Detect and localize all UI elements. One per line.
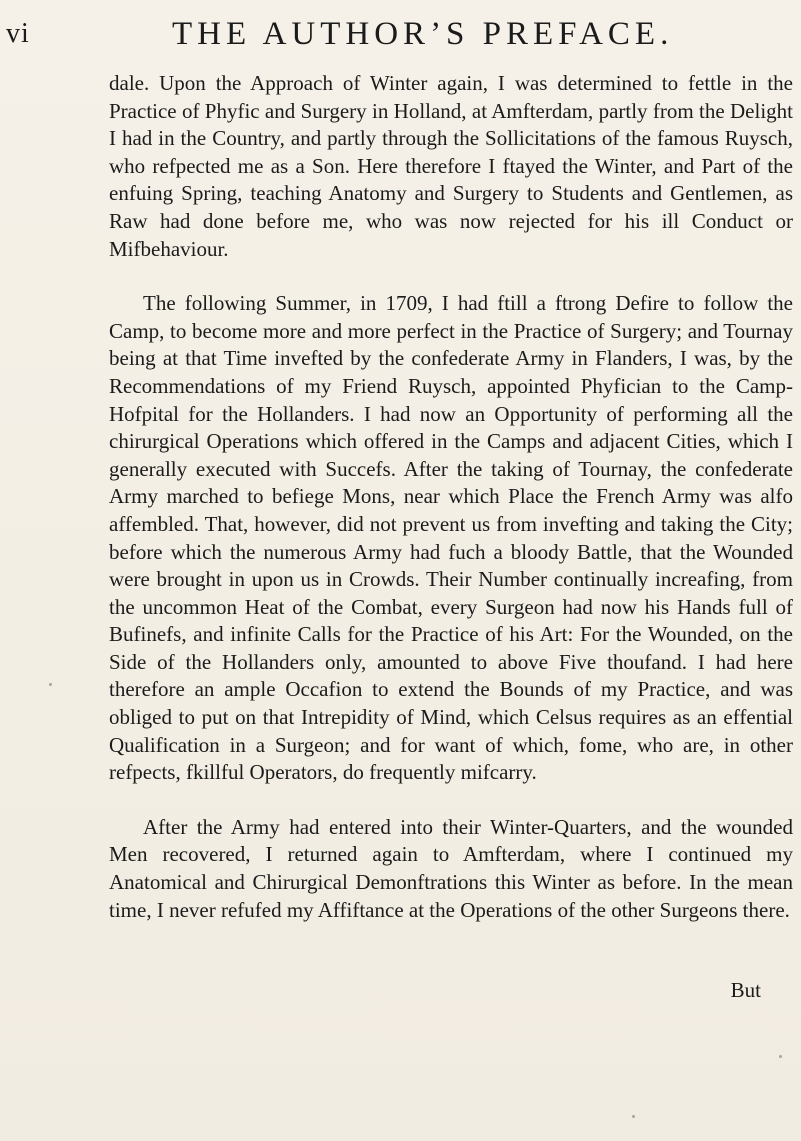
page-number: vi xyxy=(6,18,30,49)
running-head: THE AUTHOR’S PREFACE. xyxy=(172,16,674,52)
paper-fleck xyxy=(632,1115,635,1118)
catchword: But xyxy=(730,978,761,1002)
paragraph-2: The following Summer, in 1709, I had ftill a ftrong Defire to follow the Camp, to become more and more perfect in the Practice of Surgery; and Tournay being at that Time invefted by the confederate Army in Flanders, I was, by the Recommendations of my Friend Ruysch, appointed Phyfician to the Camp-Hofpital for the Hollanders. I had now an Opportunity of performing all the chirurgical Operations which offered in the Camps and adjacent Cities, which I generally executed with Succefs. After the taking of Tournay, the confederate Army marched to befiege Mons, near which Place the French Army was alfo affembled. That, however, did not prevent us from invefting and taking the City; before which the numerous Army had fuch a bloody Battle, that the Wounded were brought in upon us in Crowds. Their Number continually increafing, from the uncommon Heat of the Combat, every Surgeon had now his Hands full of Bufinefs, and infinite Calls for the Practice of his Art: For the Wounded, on the Side of the Hollanders only, amounted to above Five thoufand. I had here therefore an ample Occafion to extend the Bounds of my Practice, and was obliged to put on that Intrepidity of Mind, which Celsus requires as an effential Qualification in a Surgeon; and for want of which, fome, who are, in other refpects, fkillful Operators, do frequently mifcarry. xyxy=(109,291,793,785)
text-body xyxy=(109,70,793,951)
paragraph-3: After the Army had entered into their Winter-Quarters, and the wounded Men recovered, I returned again to Amfterdam, where I continued my Anatomical and Chirurgical Demonftrations this Winter as before. In the mean time, I never refufed my Affiftance at the Operations of the other Surgeons there. xyxy=(109,814,793,922)
paper-fleck xyxy=(49,683,52,686)
paper-fleck xyxy=(779,1055,782,1058)
paragraph-1: dale. Upon the Approach of Winter again, I was determined to fettle in the Practice of Phyfic and Surgery in Holland, at Amfterdam, partly from the Delight I had in the Country, and partly through the Sollicitations of the famous Ruysch, who refpected me as a Son. Here therefore I ftayed the Winter, and Part of the enfuing Spring, teaching Anatomy and Surgery to Students and Gentlemen, as Raw had done before me, who was now rejected for his ill Conduct or Mifbehaviour. xyxy=(109,71,793,261)
page-header xyxy=(0,8,801,58)
